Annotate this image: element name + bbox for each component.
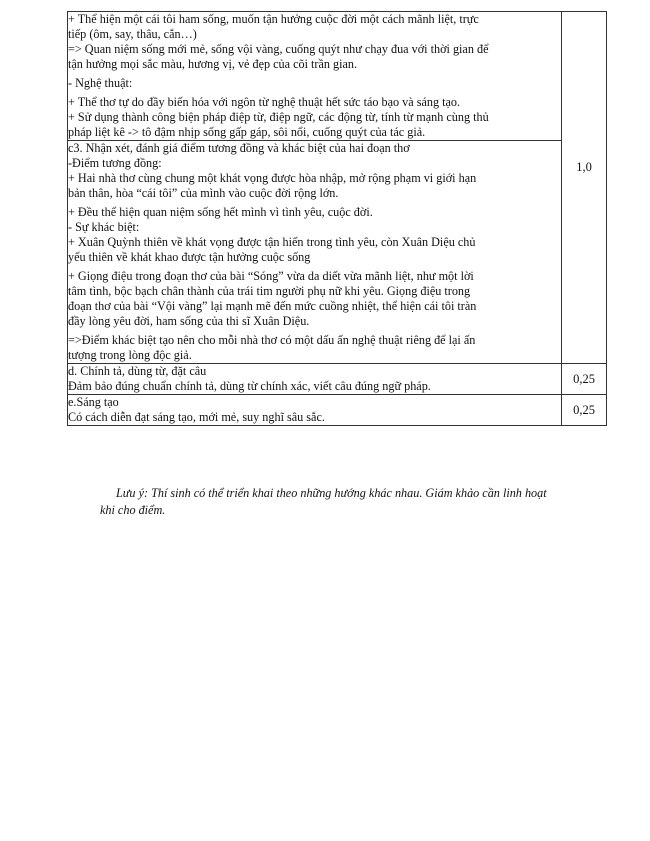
- text-line: + Giọng điệu trong đoạn thơ của bài “Sóng” vừa da diết vừa mãnh liệt, như một lời: [68, 269, 474, 283]
- table-row-e: [68, 395, 607, 426]
- table-row-d: [68, 364, 607, 395]
- text-line: tượng trong lòng độc giả.: [68, 348, 192, 362]
- text-line: Đảm bảo đúng chuẩn chính tả, dùng từ chính xác, viết câu đúng ngữ pháp.: [68, 379, 431, 393]
- text-line: pháp liệt kê -> tô đậm nhịp sống gấp gáp, sôi nổi, cuống quýt của tác giả.: [68, 125, 426, 139]
- content-cell-c3: [68, 141, 562, 364]
- grading-note: [100, 485, 620, 519]
- score-cell-d: [562, 364, 607, 395]
- note-line: Lưu ý: Thí sinh có thể triển khai theo những hướng khác nhau. Giám khảo cần linh hoạt: [116, 486, 547, 500]
- text-line: yếu thiên về khát khao được tận hưởng cuộc sống: [68, 250, 311, 264]
- text-line: bản thân, hòa “cái tôi” của mình vào cuộc đời rộng lớn.: [68, 186, 339, 200]
- section-lines: [68, 141, 561, 201]
- text-line: đoạn thơ của bài “Vội vàng” lại mạnh mẽ đến mức cuồng nhiệt, thể hiện cái tôi tràn: [68, 299, 477, 313]
- table-row-main: [68, 12, 607, 141]
- text-line: tâm tình, bộc bạch chân thành của trái tim người phụ nữ khi yêu. Giọng điệu trong: [68, 284, 471, 298]
- content-cell-main: [68, 12, 562, 141]
- text-line: d. Chính tả, dùng từ, đặt câu: [68, 364, 207, 378]
- text-line: => Quan niệm sống mới mẻ, sống vội vàng, cuống quýt như chạy đua với thời gian để: [68, 42, 489, 56]
- section-lines: [68, 333, 561, 363]
- text-line: =>Điểm khác biệt tạo nên cho mỗi nhà thơ có một dấu ấn nghệ thuật riêng để lại ấn: [68, 333, 476, 347]
- table-row-c3: [68, 141, 607, 364]
- note-line: khi cho điểm.: [100, 503, 166, 517]
- section-lines: [68, 395, 561, 425]
- content-cell-e: [68, 395, 562, 426]
- section-lines: [68, 205, 561, 265]
- section-lines: [68, 12, 561, 72]
- text-line: + Xuân Quỳnh thiên về khát vọng được tận hiến trong tình yêu, còn Xuân Diệu chủ: [68, 235, 476, 249]
- text-line: + Thể hiện một cái tôi ham sống, muốn tận hưởng cuộc đời một cách mãnh liệt, trực: [68, 12, 479, 26]
- score-cell-e: [562, 395, 607, 426]
- text-line: - Sự khác biệt:: [68, 220, 140, 234]
- score-e: 0,25: [573, 402, 595, 417]
- score-c3: 1,0: [576, 160, 592, 174]
- section-lines: [68, 95, 561, 140]
- text-line: Có cách diễn đạt sáng tạo, mới mẻ, suy nghĩ sâu sắc.: [68, 410, 325, 424]
- text-line: e.Sáng tạo: [68, 395, 119, 409]
- text-line: + Hai nhà thơ cùng chung một khát vọng được hòa nhập, mở rộng phạm vi giới hạn: [68, 171, 477, 185]
- grading-table: [67, 11, 607, 426]
- text-line: + Sử dụng thành công biện pháp điệp từ, điệp ngữ, các động từ, tính từ mạnh cùng thủ: [68, 110, 489, 124]
- text-line: - Nghệ thuật:: [68, 76, 133, 90]
- score-cell-c3: [562, 12, 607, 364]
- text-line: đầy lòng yêu đời, ham sống của thi sĩ Xuân Diệu.: [68, 314, 310, 328]
- text-line: c3. Nhận xét, đánh giá điểm tương đồng và khác biệt của hai đoạn thơ: [68, 141, 410, 155]
- content-cell-d: [68, 364, 562, 395]
- score-d: 0,25: [573, 371, 595, 386]
- text-line: + Đều thể hiện quan niệm sống hết mình vì tình yêu, cuộc đời.: [68, 205, 373, 219]
- section-lines: [68, 76, 561, 91]
- text-line: tiếp (ôm, say, thâu, cắn…): [68, 27, 197, 41]
- section-lines: [68, 364, 561, 394]
- text-line: + Thể thơ tự do đầy biến hóa với ngôn từ nghệ thuật hết sức táo bạo và sáng tạo.: [68, 95, 461, 109]
- text-line: tận hưởng mọi sắc màu, hương vị, vẻ đẹp của cõi trần gian.: [68, 57, 358, 71]
- text-line: -Điểm tương đồng:: [68, 156, 162, 170]
- section-lines: [68, 269, 561, 329]
